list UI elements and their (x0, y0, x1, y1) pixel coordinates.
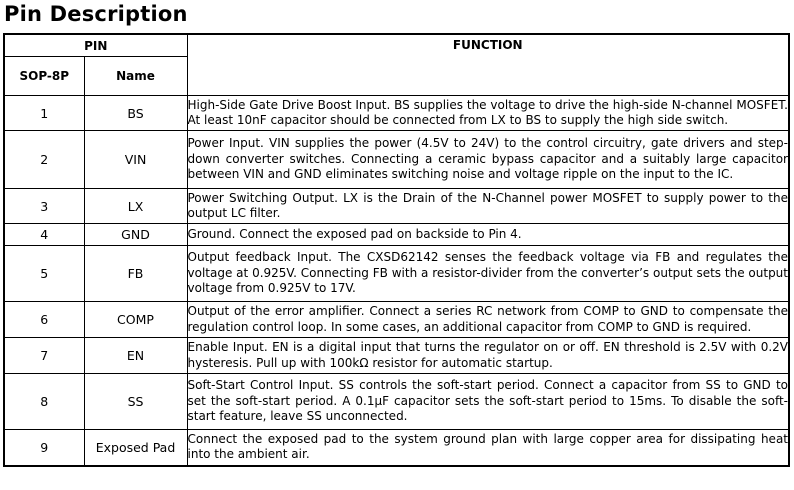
pin-number: 7 (4, 338, 84, 374)
pin-function: Power Switching Output. LX is the Drain of the N-Channel power MOSFET to supply power to the output LC filter. (187, 189, 789, 224)
pin-function: Connect the exposed pad to the system ground plan with large copper area for dissipating heat into the ambient air. (187, 430, 789, 466)
pin-name: GND (84, 224, 187, 246)
pin-function: Power Input. VIN supplies the power (4.5V to 24V) to the control circuitry, gate drivers and step-down converter switches. Connecting a ceramic bypass capacitor and a suitably large capacitor between VIN and GND eliminates switching noise and voltage ripple on the input to the IC. (187, 131, 789, 189)
pin-name: SS (84, 374, 187, 430)
pin-function: Output of the error amplifier. Connect a series RC network from COMP to GND to compensate the regulation control loop. In some cases, an additional capacitor from COMP to GND is required. (187, 302, 789, 338)
table-row (4, 189, 789, 224)
table-row (4, 131, 789, 189)
pin-function: Output feedback Input. The CXSD62142 senses the feedback voltage via FB and regulates the voltage at 0.925V. Connecting FB with a resistor-divider from the converter’s output sets the output voltage from 0.925V to 17V. (187, 246, 789, 302)
pin-description-table (3, 33, 790, 467)
pin-function: High-Side Gate Drive Boost Input. BS supplies the voltage to drive the high-side N-channel MOSFET. At least 10nF capacitor should be connected from LX to BS to supply the high side switch. (187, 96, 789, 131)
pin-number: 3 (4, 189, 84, 224)
pin-function: Ground. Connect the exposed pad on backside to Pin 4. (187, 224, 789, 246)
page-title: Pin Description (4, 2, 188, 26)
table-row (4, 224, 789, 246)
pin-name: COMP (84, 302, 187, 338)
pin-name: VIN (84, 131, 187, 189)
table-row (4, 430, 789, 466)
pin-number: 5 (4, 246, 84, 302)
pin-number: 6 (4, 302, 84, 338)
table-row (4, 96, 789, 131)
table-row (4, 246, 789, 302)
pin-name: EN (84, 338, 187, 374)
pin-function: Soft-Start Control Input. SS controls the soft-start period. Connect a capacitor from SS to GND to set the soft-start period. A 0.1μF capacitor sets the soft-start period to 15ms. To disable the soft-start feature, leave SS unconnected. (187, 374, 789, 430)
header-row-1 (4, 34, 789, 57)
pin-number: 4 (4, 224, 84, 246)
header-package: SOP-8P (4, 57, 84, 96)
pin-name: BS (84, 96, 187, 131)
pin-number: 9 (4, 430, 84, 466)
pin-name: Exposed Pad (84, 430, 187, 466)
pin-number: 8 (4, 374, 84, 430)
pin-number: 2 (4, 131, 84, 189)
header-name: Name (84, 57, 187, 96)
table-row (4, 374, 789, 430)
pin-function: Enable Input. EN is a digital input that turns the regulator on or off. EN threshold is 2.5V with 0.2V hysteresis. Pull up with 100kΩ resistor for automatic startup. (187, 338, 789, 374)
pin-name: LX (84, 189, 187, 224)
table-row (4, 338, 789, 374)
pin-number: 1 (4, 96, 84, 131)
header-pin: PIN (4, 34, 187, 57)
table-row (4, 302, 789, 338)
pin-name: FB (84, 246, 187, 302)
header-function: FUNCTION (187, 34, 789, 96)
